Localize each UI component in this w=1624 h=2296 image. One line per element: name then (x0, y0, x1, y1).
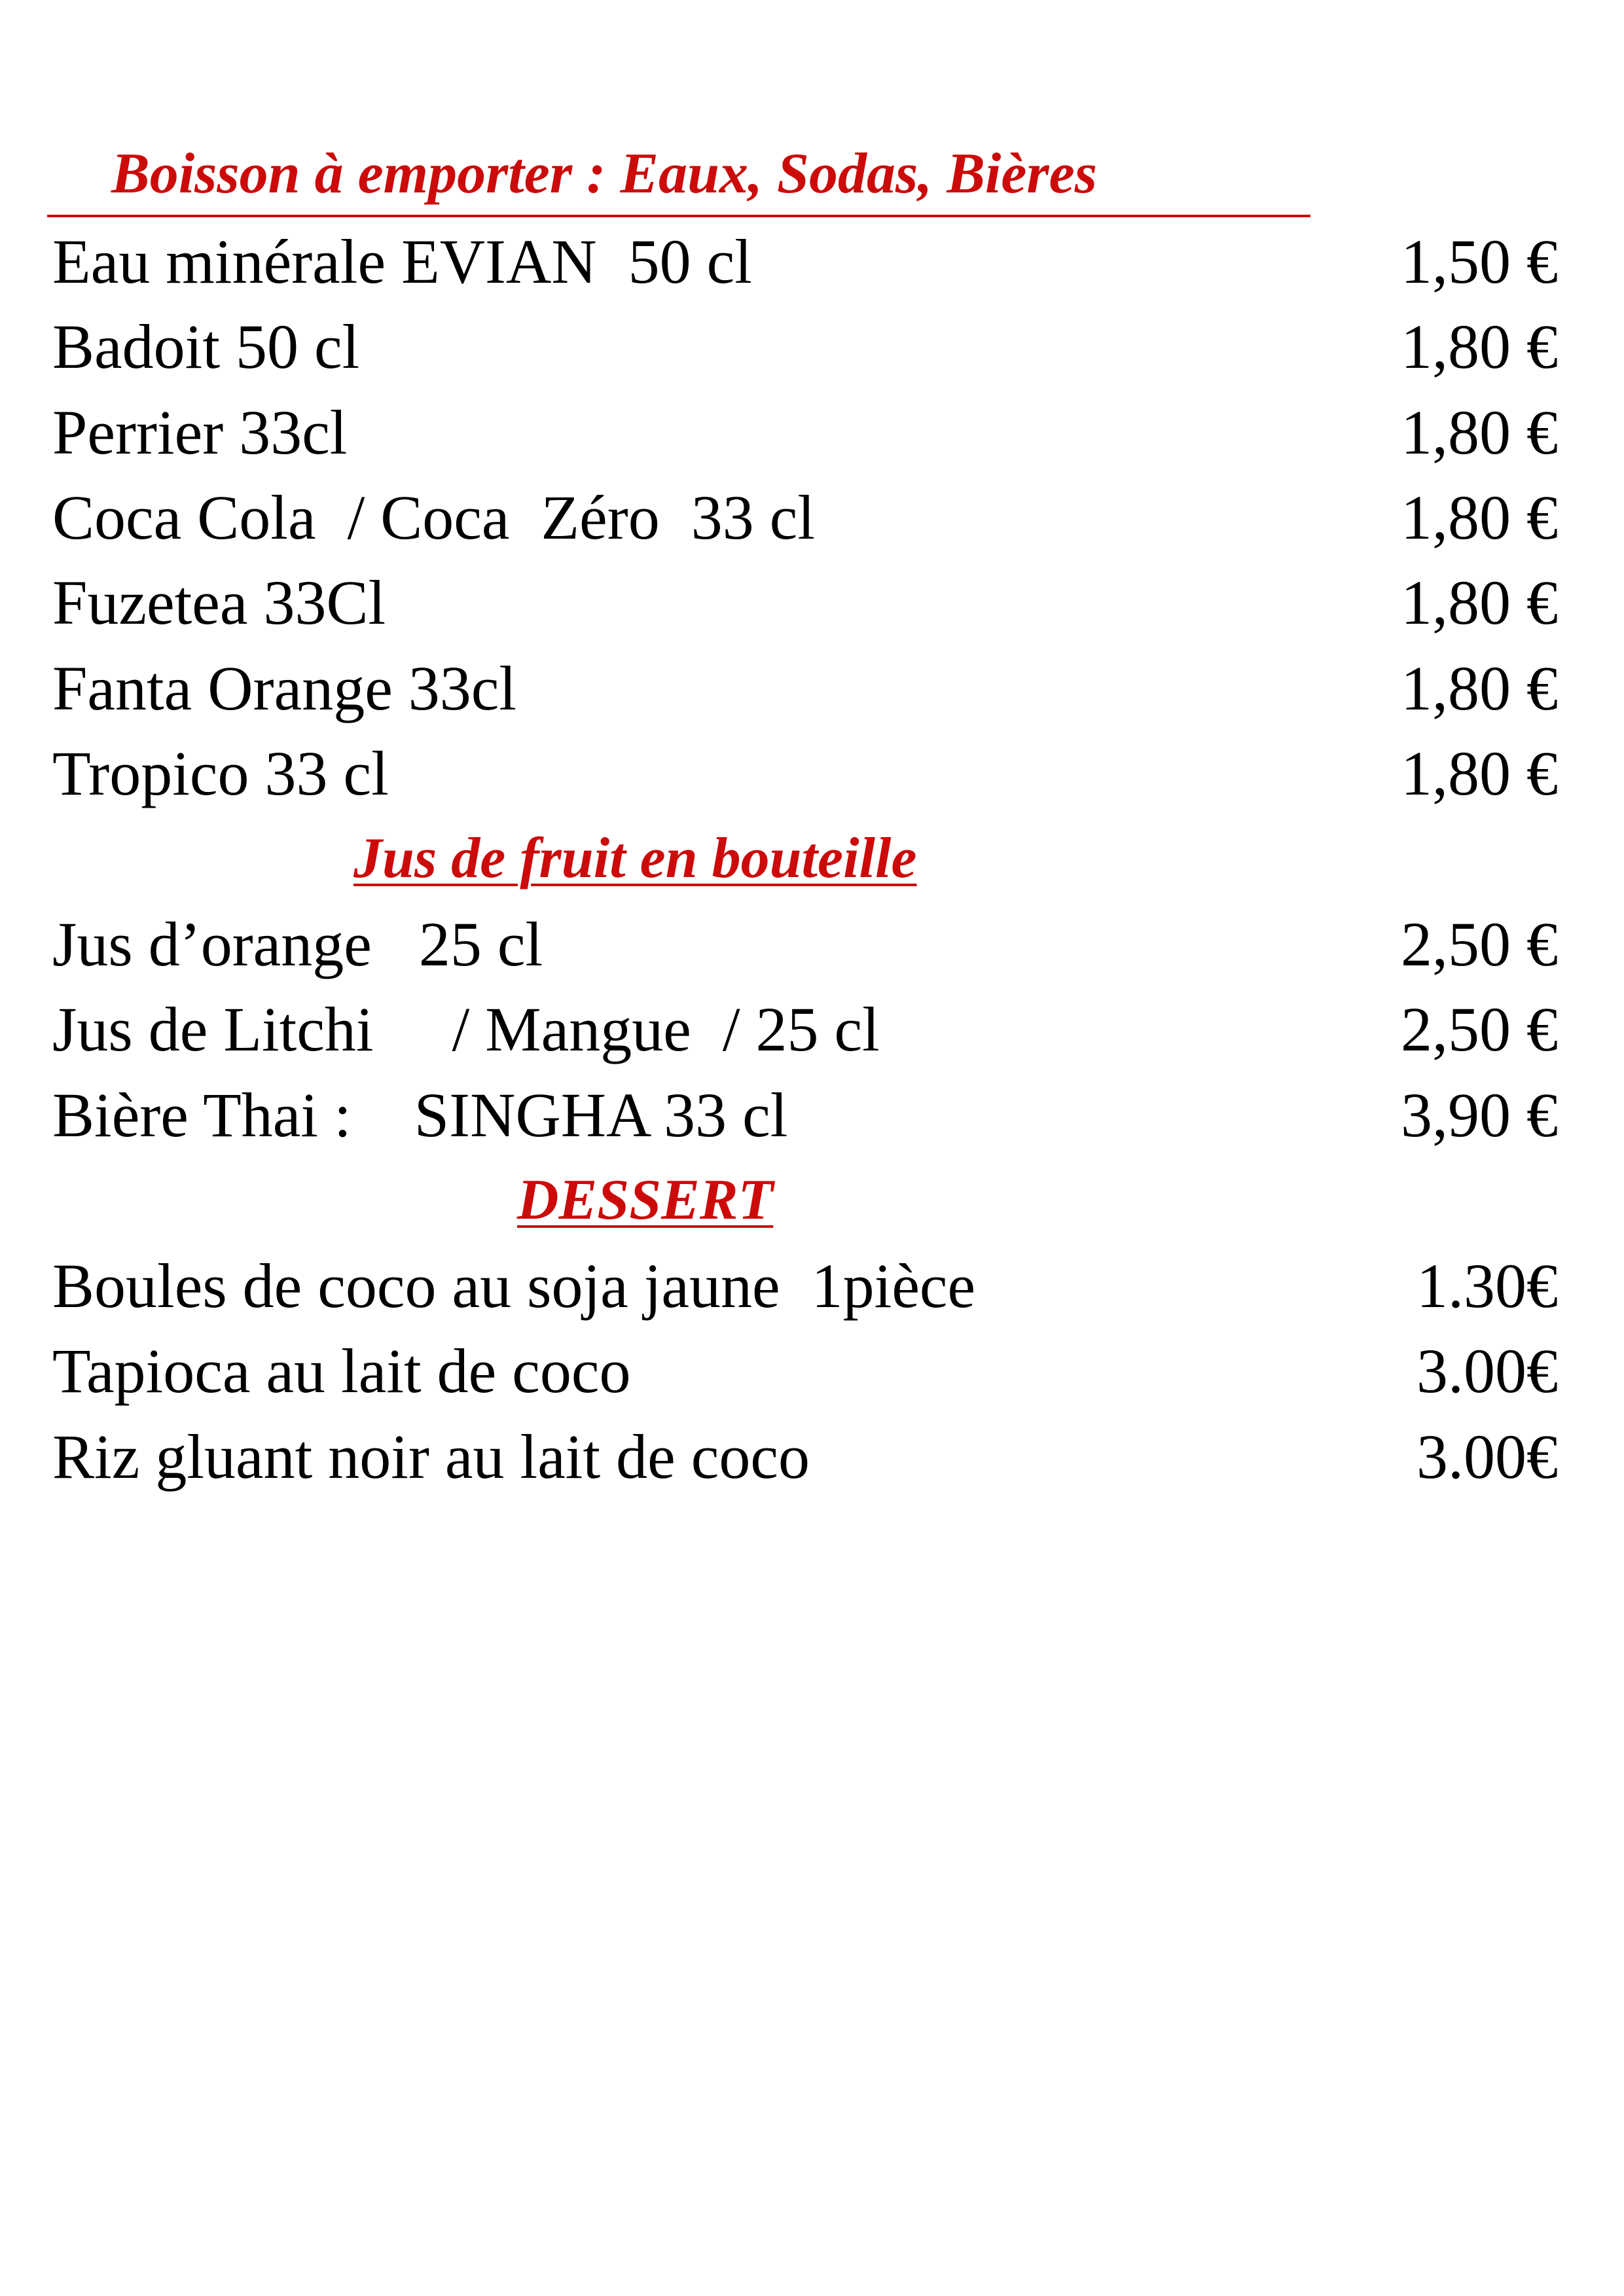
item-price: 2,50 € (1401, 994, 1558, 1064)
menu-item (52, 1421, 1558, 1493)
menu-item (52, 1335, 1558, 1407)
item-name: Jus de Litchi / Mangue / 25 cl (52, 994, 880, 1064)
item-price: 1.30€ (1416, 1251, 1558, 1321)
menu-item (52, 397, 1558, 469)
item-name: Boules de coco au soja jaune 1pièce (52, 1251, 976, 1321)
item-price: 1,80 € (1401, 738, 1558, 808)
menu-item (52, 653, 1558, 725)
item-price: 1,80 € (1401, 653, 1558, 723)
item-name: Fanta Orange 33cl (52, 653, 517, 723)
menu-item (52, 994, 1558, 1066)
item-price: 3.00€ (1416, 1422, 1558, 1492)
item-name: Tropico 33 cl (52, 738, 389, 808)
item-price: 3.00€ (1416, 1336, 1558, 1406)
item-name: Tapioca au lait de coco (52, 1336, 631, 1406)
item-name: Coca Cola / Coca Zéro 33 cl (52, 482, 815, 552)
item-name: Fuzetea 33Cl (52, 567, 386, 637)
menu-item (52, 482, 1558, 554)
item-price: 2,50 € (1401, 909, 1558, 979)
item-name: Jus d’orange 25 cl (52, 909, 543, 979)
item-price: 1,80 € (1401, 312, 1558, 382)
item-name: Bière Thai : SINGHA 33 cl (52, 1080, 788, 1150)
item-name: Badoit 50 cl (52, 312, 360, 382)
item-price: 1,80 € (1401, 567, 1558, 637)
heading-divider (47, 215, 1310, 217)
section-heading-dessert: DESSERT (517, 1168, 774, 1232)
item-price: 1,80 € (1401, 482, 1558, 552)
item-name: Eau minérale EVIAN 50 cl (52, 226, 752, 296)
item-price: 3,90 € (1401, 1080, 1558, 1150)
item-name: Riz gluant noir au lait de coco (52, 1422, 810, 1492)
menu-item (52, 908, 1558, 980)
section-heading-juice: Jus de fruit en bouteille (353, 827, 917, 890)
menu-item (52, 1250, 1558, 1322)
menu-item (52, 311, 1558, 383)
section-heading-drinks: Boisson à emporter : Eaux, Sodas, Bières (111, 142, 1097, 206)
item-price: 1,50 € (1401, 226, 1558, 296)
menu-item (52, 567, 1558, 639)
item-name: Perrier 33cl (52, 397, 348, 467)
menu-item (52, 226, 1558, 298)
menu-item (52, 1079, 1558, 1151)
menu-item (52, 738, 1558, 810)
item-price: 1,80 € (1401, 397, 1558, 467)
